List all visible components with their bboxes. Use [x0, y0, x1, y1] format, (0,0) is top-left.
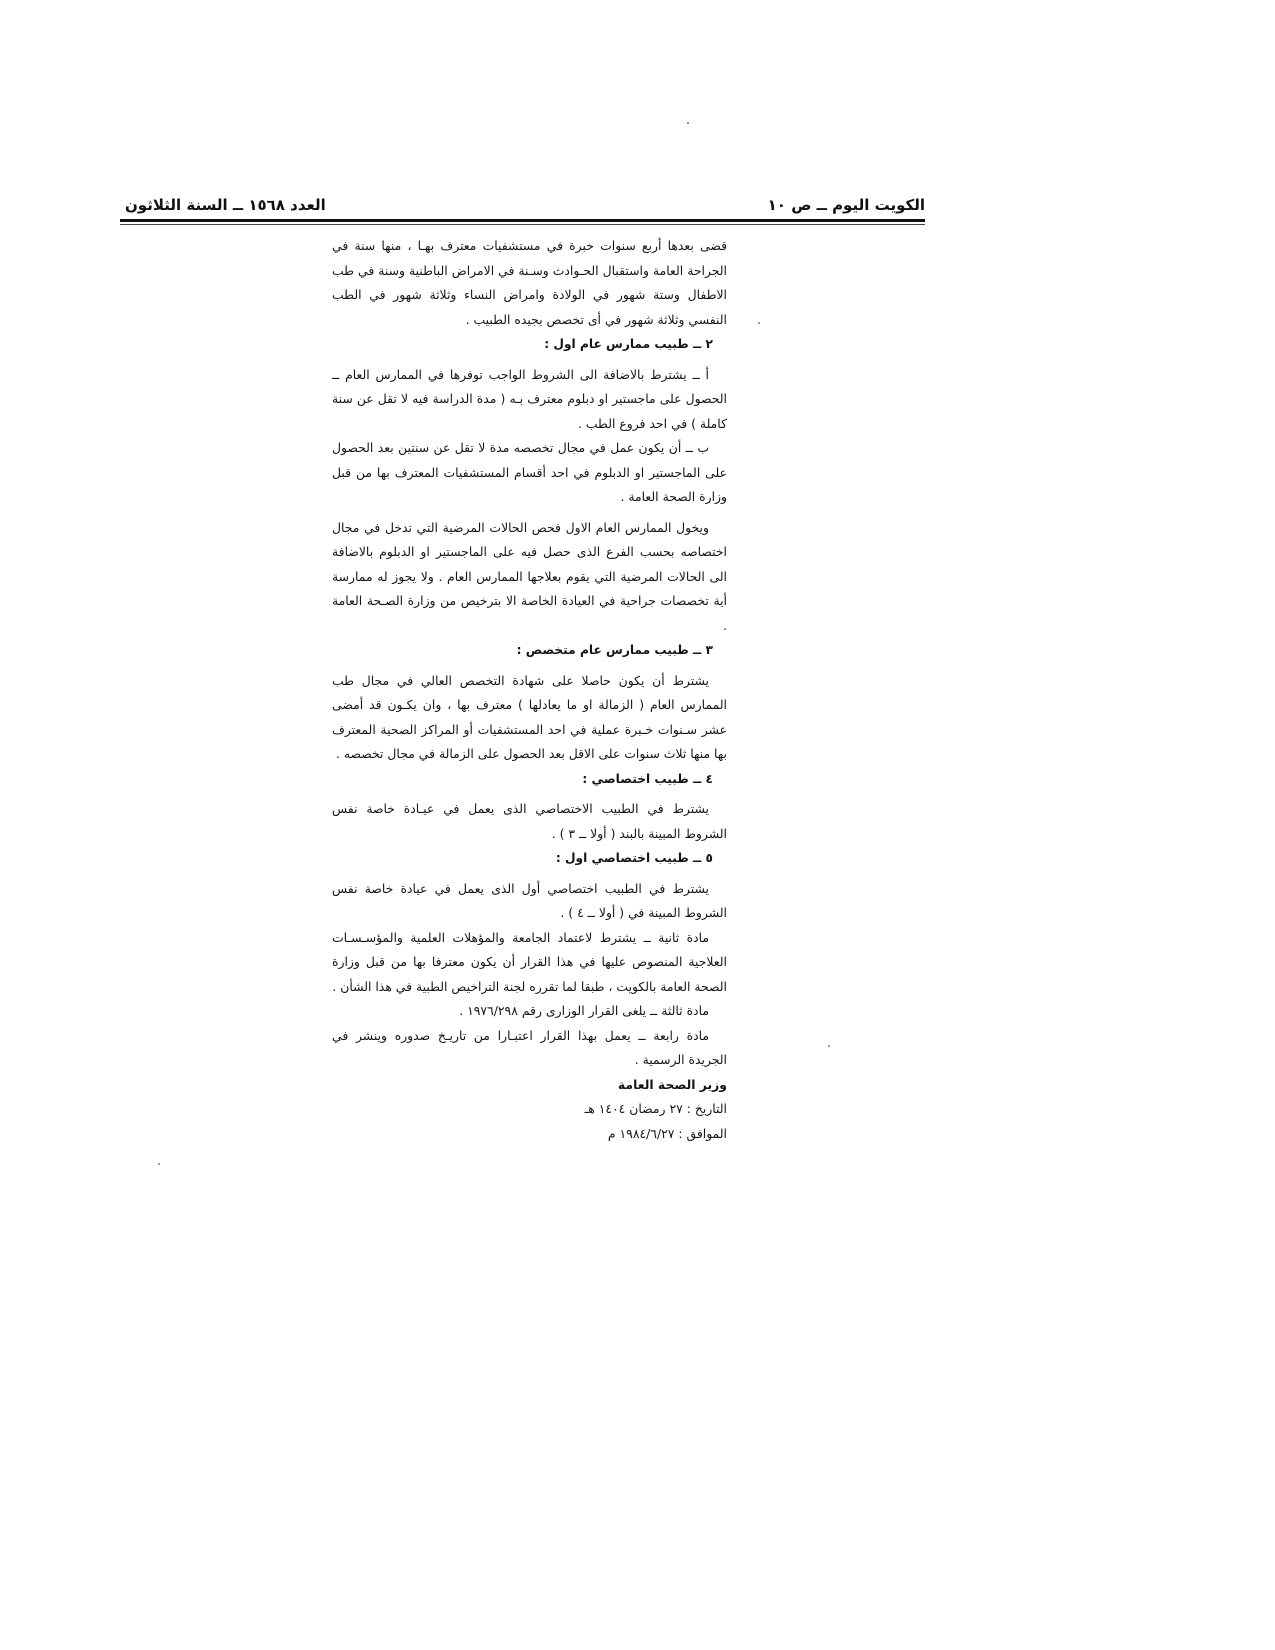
section-heading: ٣ ــ طبيب ممارس عام متخصص :: [516, 643, 713, 657]
scan-speck: [687, 122, 689, 124]
document-body: [332, 234, 727, 1146]
signature: وزير الصحة العامة: [617, 1076, 727, 1092]
section-heading: ٥ ــ طبيب اختصاصي اول :: [555, 851, 713, 865]
header-rule-thin: [120, 224, 925, 225]
article-four: مادة رابعة ــ يعمل بهذا القرار اعتبـارا من تاريـخ صدوره وينشر في الجريدة الرسمية .: [332, 1027, 727, 1067]
paragraph: ب ــ أن يكون عمل في مجال تخصصه مدة لا تقل عن سنتين بعد الحصول على الماجستير او الدبلوم في احد أقسام المستشفيات المعترف بها من قبل وزارة الصحة العامة .: [332, 440, 727, 504]
date-hijri: التاريخ : ٢٧ رمضان ١٤٠٤ هـ: [584, 1101, 727, 1116]
paragraph: ويخول الممارس العام الاول فحص الحالات المرضية التي تدخل في مجال اختصاصه بحسب الفرع الذى حصل فيه على الماجستير او الدبلوم بالاضافة الى الحالات المرضية التي يقوم بعلاجها الممارس العام . ولا يجوز له ممارسة أية تخصصات جراحية في العيادة الخاصة الا بترخيص من وزارة الصـحة العامة .: [332, 519, 727, 633]
paragraph: أ ــ يشترط بالاضافة الى الشروط الواجب توفرها في الممارس العام ــ الحصول على ماجستير او دبلوم معترف بـه ( مدة الدراسة فيه لا تقل عن سنة كاملة ) في احد فروع الطب .: [332, 366, 727, 431]
section-heading: ٤ ــ طبيب اختصاصي :: [582, 771, 713, 786]
paragraph: يشترط في الطبيب اختصاصي أول الذى يعمل في عيادة خاصة نفس الشروط المبينة في ( أولا ــ ٤ ) .: [332, 880, 727, 920]
section-heading: ٢ ــ طبيب ممارس عام اول :: [544, 337, 713, 351]
issue-number: العدد ١٥٦٨ ــ السنة الثلاثون: [125, 196, 326, 214]
paragraph: يشترط في الطبيب الاختصاصي الذى يعمل في عيـادة خاصة نفس الشروط المبينة بالبند ( أولا ــ ٣ ) .: [332, 801, 727, 841]
publication-title: الكويت اليوم ــ ص ١٠: [767, 196, 925, 214]
article-three: مادة ثالثة ــ يلغى القرار الوزارى رقم ١٩٧٦/٢٩٨ .: [459, 1003, 709, 1018]
paragraph: يشترط أن يكون حاصلا على شهادة التخصص العالي في مجال طب الممارس العام ( الزمالة او ما يعادلها ) معترف بها ، وان يكـون قد أمضى عشر سـنوات خـبرة عملية في احد المستشفيات أو المراكز الصحية المعترف بها منها ثلاث سنوات على الاقل بعد الحصول على الزمالة في مجال تخصصه .: [332, 672, 727, 761]
scan-speck: [158, 1163, 160, 1165]
article-two: مادة ثانية ــ يشترط لاعتماد الجامعة والمؤهلات العلمية والمؤسـسـات العلاجية المنصوص عليها في هذا القرار أن يكون معترفا بها من قبل وزارة الصحة العامة بالكويت ، طبقا لما تقرره لجنة التراخيص الطبية في هذا الشأن .: [332, 929, 727, 994]
date-gregorian: الموافق : ١٩٨٤/٦/٢٧ م: [607, 1125, 727, 1141]
page-header: [125, 196, 925, 220]
paragraph: قضى بعدها أربع سنوات خبرة في مستشفيات معترف بهـا ، منها سنة في الجراحة العامة واستقبال الحـوادث وسـنة في الامراض الباطنية وسنة في طب الاطفال وستة شهور في الولادة وامراض النساء وثلاثة شهور في الطب النفسي وثلاثة شهور في أى تخصص يجيده الطبيب .: [332, 238, 727, 327]
header-rule: [120, 219, 925, 222]
scan-speck: [758, 322, 760, 324]
scan-speck: [828, 1045, 830, 1047]
